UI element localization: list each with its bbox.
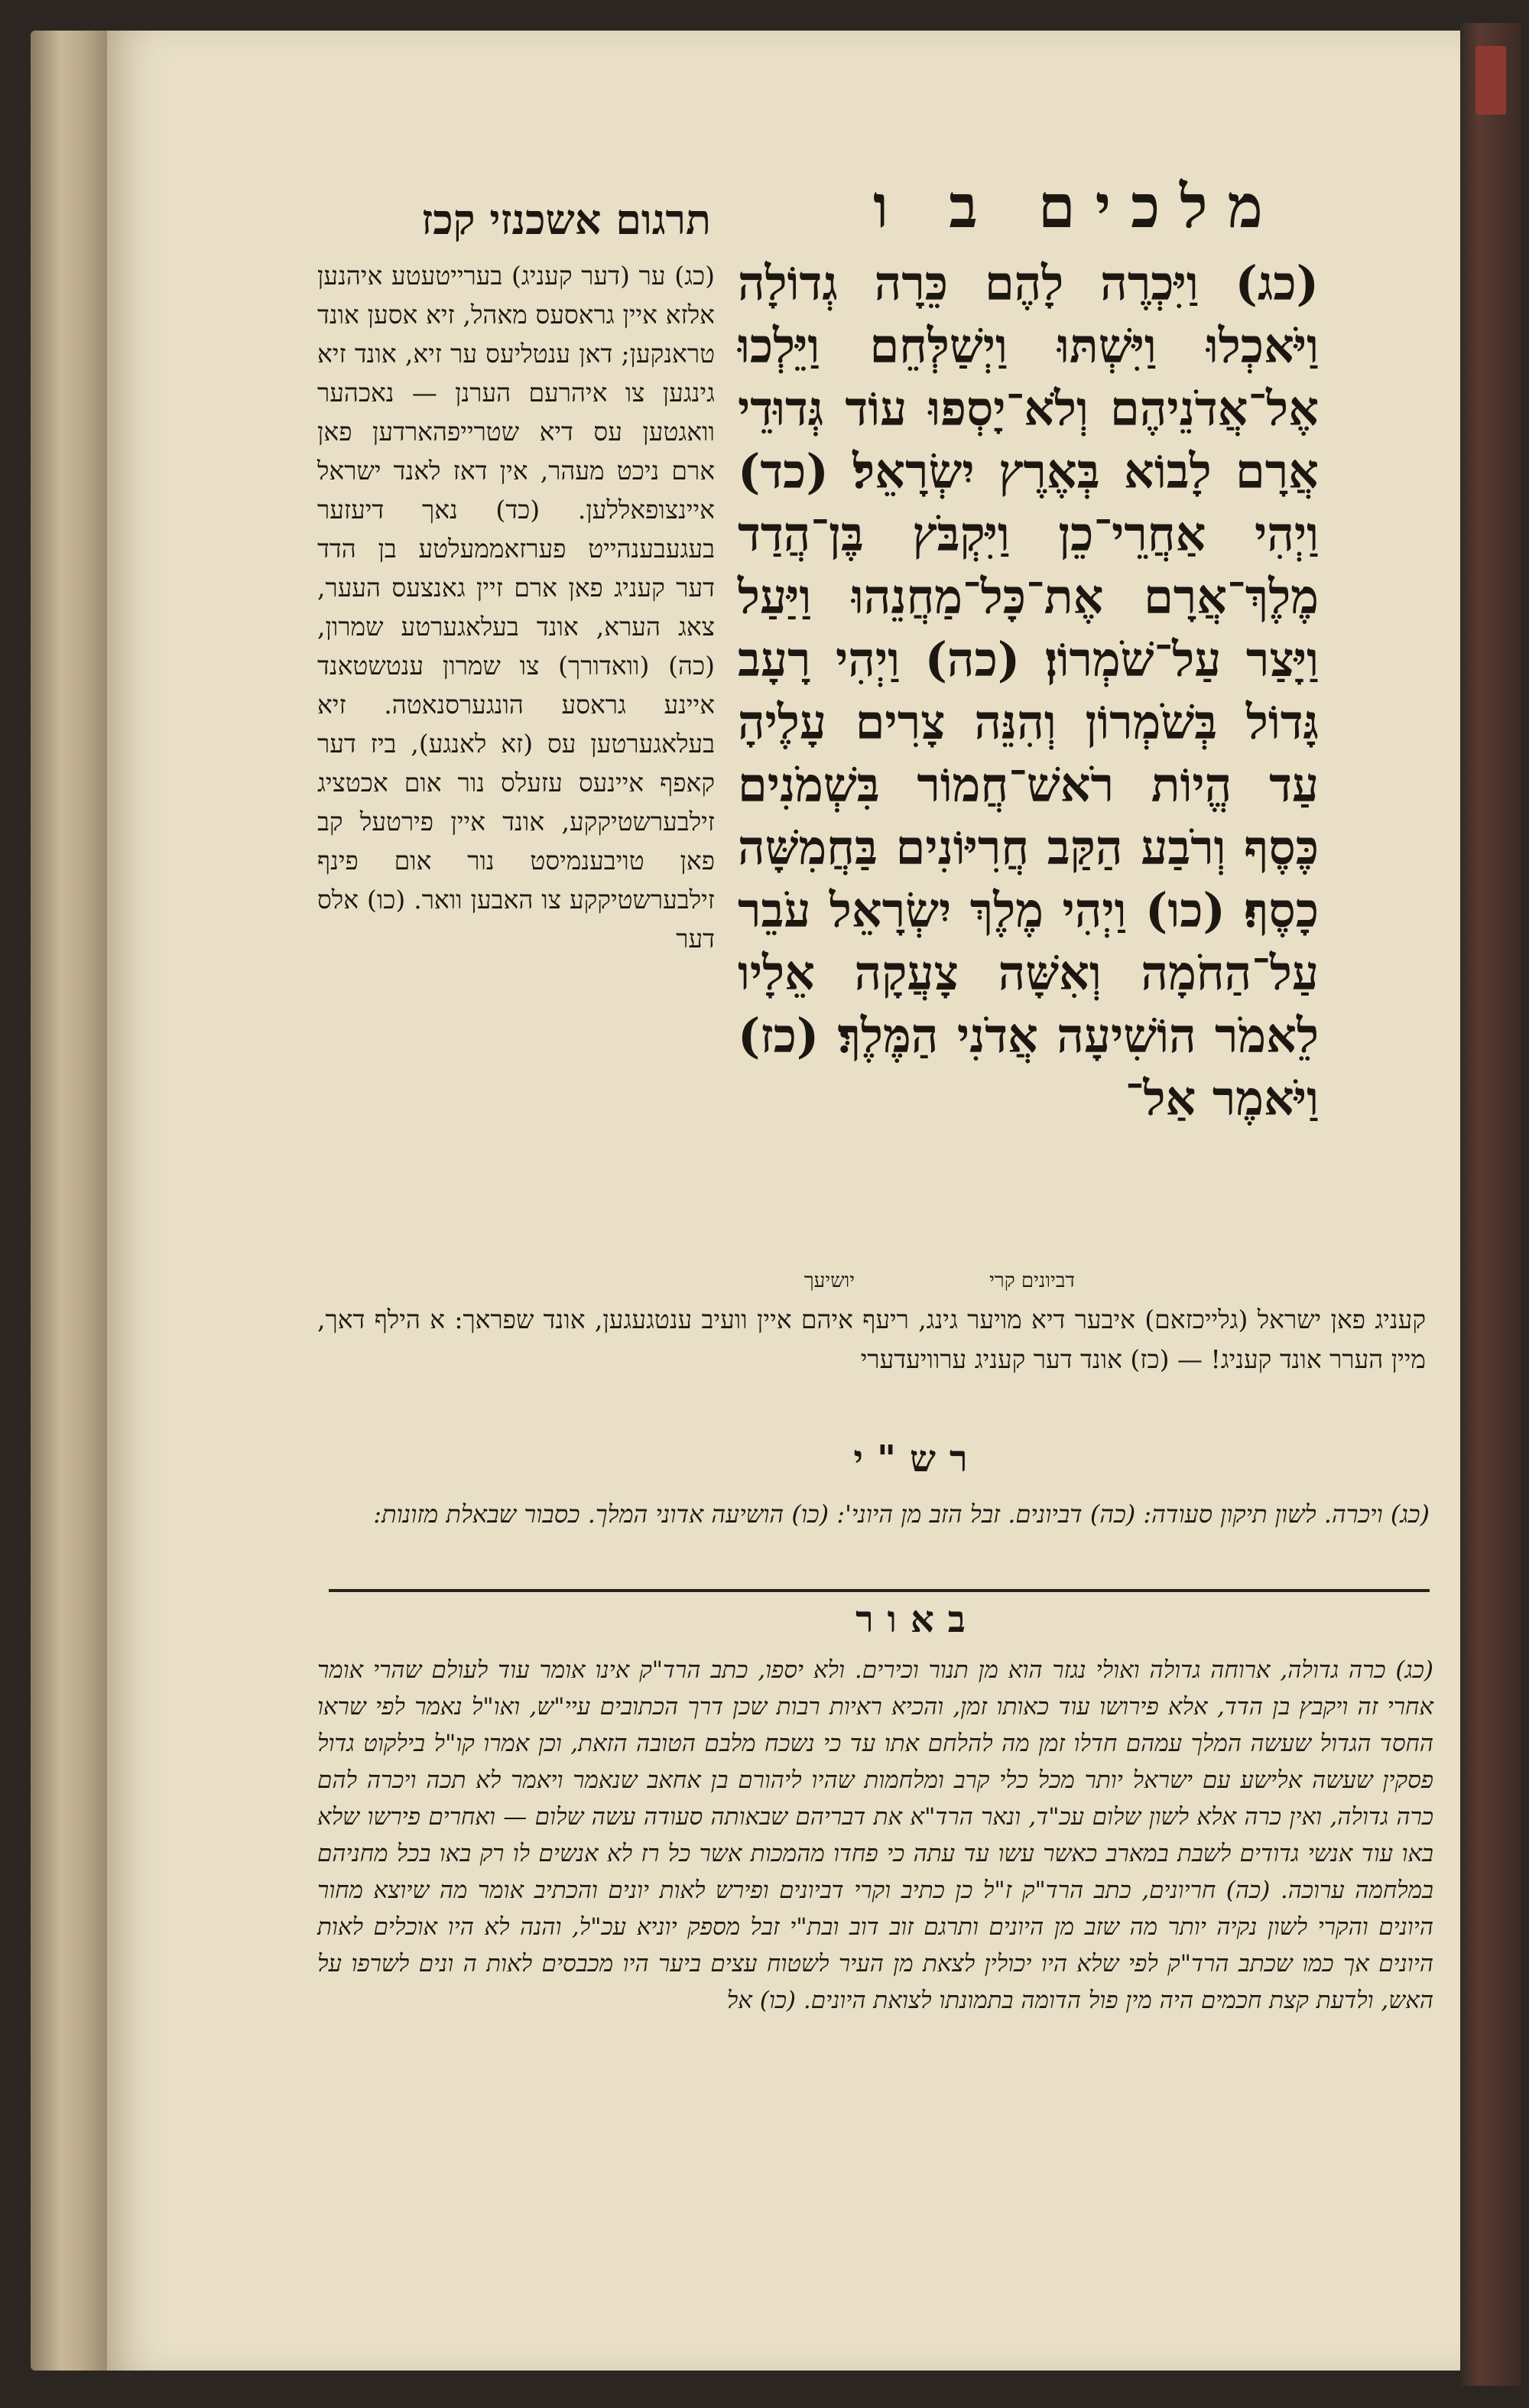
section-divider [329,1589,1430,1592]
catchword-keri: דביונים קרי [989,1269,1075,1292]
catchword-next: יושיעך [803,1269,855,1292]
translation-continuation: קעניג פאן ישראל (גלייכזאם) איבער דיא מויער גינג, ריעף איהם איין וועיב ענטגעגען, אונד שפראך: א הילף דאך, מיין הערר אונד קעניג! — (כז) אונד דער קעניג ערוויעדערי [317,1305,1426,1374]
rashi-commentary: (כג) ויכרה. לשון תיקון סעודה: (כה) דביונים. זבל הזב מן היוני': (כו) הושיעה אדוני המלך. כסבור שבאלת מזונות: [373,1500,1430,1529]
facing-page-edge [1460,23,1521,2386]
book-spine-edge [31,31,107,2371]
rashi-heading: רש"י [853,1438,982,1480]
running-head-translation: תרגום אשכנזי קכז [421,195,711,244]
biur-heading: באור [855,1598,979,1641]
scripture-text-column: (כג) וַיִּכְרֶה לָהֶם כֵּרָה גְדוֹלָה וַיֹּאכְלוּ וַיִּשְׁתּוּ וַיְשַׁלְּחֵם וַיֵּלְכוּ אֶל־אֲדֹנֵיהֶם וְלֹא־יָסְפוּ עוֹד גְּדוּדֵי אֲרָם לָבוֹא בְּאֶרֶץ יִשְׂרָאֵל׃ (כד) וַיְהִי אַחֲרֵי־כֵן וַיִּקְבֹּץ בֶּן־הֲדַד מֶלֶךְ־אֲרָם אֶת־כָּל־מַחֲנֵהוּ וַיַּעַל וַיָּצַר עַל־שֹׁמְרוֹן׃ (כה) וַיְהִי רָעָב גָּדוֹל בְּשֹׁמְרוֹן וְהִנֵּה צָרִים עָלֶיהָ עַד הֱיוֹת רֹאשׁ־חֲמוֹר בִּשְׁמֹנִים כֶּסֶף וְרֹבַע הַקַּב חֲרִיּוֹנִים בַּחֲמִשָּׁה כָסֶף׃ (כו) וַיְהִי מֶלֶךְ יִשְׂרָאֵל עֹבֵר עַל־הַחֹמָה וְאִשָּׁה צָעֲקָה אֵלָיו לֵאמֹר הוֹשִׁיעָה אֲדֹנִי הַמֶּלֶךְ׃ (כז) וַיֹּאמֶר אַל־ [738,255,1319,1126]
biur-commentary: (כג) כרה גדולה, ארוחה גדולה ואולי נגזר הוא מן תנור וכירים. ולא יספו, כתב הרד"ק אינו אומר עוד לעולם שהרי אומר אחרי זה ויקבץ בן הדד, אלא פירושו עוד כאותו זמן, והכיא ראיות רבות שכן דרך הכתובים עיי"ש, ואו"ל נאמר לפי שראו החסד הגדול שעשה המלך עמהם חדלו זמן מה להלחם אתו עד כי נשכח מלבם הטובה הזאת, וכן אמרו קו"ל בילקוט גדול פסקין שעשה אלישע עם ישראל יותר מכל כלי קרב ומלחמות שהיו ליהורם בן אחאב שנאמר ויאמר לא תכה ויכרה להם כרה גדולה, ואין כרה אלא לשון שלום עכ"ד, ונאר הרד"א את דבריהם שבאותה סעודה עשה שלום — ואחרים פירשו שלא באו עוד אנשי גדודים לשבת במארב כאשר עשו עד עתה כי פחדו מהמכות אשר כל רז לא אנשים לו רק באו בכל מחניהם במלחמה ערוכה. (כה) חריונים, כתב הרד"ק ז"ל כן כתיב וקרי דביונים ופירש לאות יונים והכתיב אומר מה שיוצא מחור היונים והקרי לשון נקיה יותר מה שזב מן היונים ותרגם זוב דוב ובת"י זבל מספק יוניא עכ"ל, והנה לא היו אוכלים לאות היונים אך כמו שכתב הרד"ק לפי שלא היו יכולין לצאת מן העיר לשטוח עצים ביער היו מכבסים לאות ה ונים לשרפו על האש, ולדעת קצת חכמים היה מין פול הדומה בתמונתו לצואת היונים. (כו) אל [317,1656,1433,2014]
running-head-book: מלכים ב ו [873,172,1283,242]
translation-text-column: (כג) ער (דער קעניג) בערייטעטע איהנען אלזא איין גראסעס מאהל, זיא אסען אונד טראנקען; דאן ענטליעס ער זיא, אונד זיא גינגען צו איהרעם הערנן — נאכהער וואגטען עס דיא שטרייפהארדען פאן ארם ניכט מעהר, אין דאז לאנד ישראל איינצופאללען. (כד) נאך דיעזער בעגעבענהייט פערזאממעלטע בן הדד דער קעניג פאן ארם זיין גאנצעס העער, צאג הערא, אונד בעלאגערטע שמרון, (כה) (וואדורך) צו שמרון ענטשטאנד איינע גראסע הונגערסנאטה. זיא בעלאגערטען עס (זא לאנגע), ביז דער קאפף איינעס עזעלס נור אום אכטציג זילבערשטיקקע, אונד איין פירטעל קב פאן טויבענמיסט נור אום פינף זילבערשטיקקע צו האבען וואר. (כו) אלס דער [317,261,715,954]
bookmark-tab [1475,46,1506,115]
